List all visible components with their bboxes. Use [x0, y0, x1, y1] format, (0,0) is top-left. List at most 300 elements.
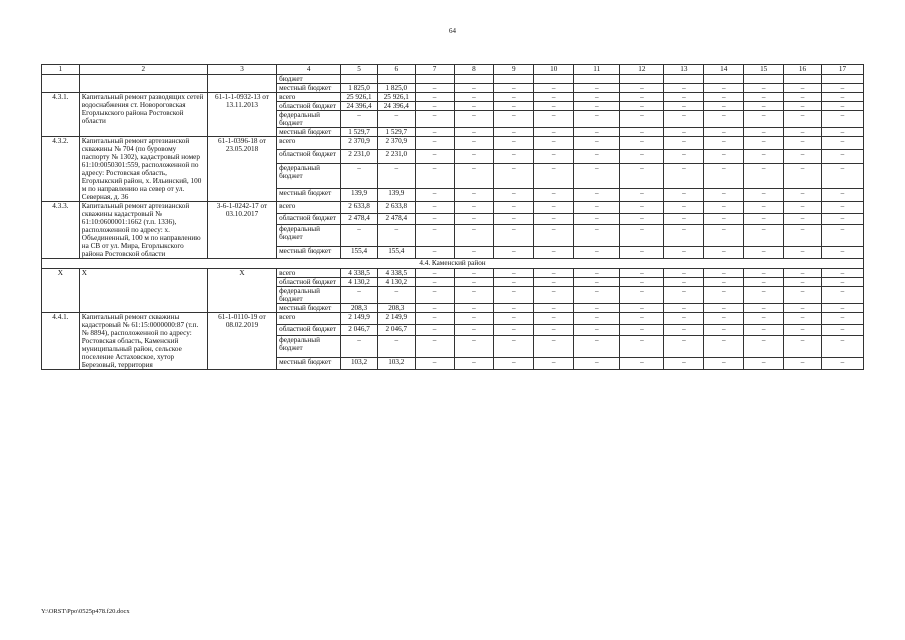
funding-source-cell: всего — [277, 269, 341, 278]
empty-value-cell: – — [534, 278, 574, 287]
document-cell: 3-6-1-0242-17 от 03.10.2017 — [207, 202, 276, 259]
empty-value-cell: – — [821, 278, 863, 287]
empty-value-cell: – — [664, 278, 704, 287]
empty-value-cell: – — [415, 225, 454, 247]
empty-value-cell: – — [454, 278, 494, 287]
value-cell: 4 130,2 — [341, 278, 378, 287]
empty-value-cell: – — [784, 93, 822, 102]
funding-source-cell: всего — [277, 313, 341, 325]
value-cell: 2 231,0 — [341, 150, 378, 163]
funding-source-cell: областной бюджет — [277, 278, 341, 287]
empty-value-cell: – — [574, 358, 620, 370]
empty-value-cell: – — [454, 313, 494, 325]
empty-value-cell: – — [415, 111, 454, 128]
empty-value-cell: – — [574, 336, 620, 358]
empty-value-cell: – — [494, 336, 534, 358]
empty-value-cell: – — [821, 304, 863, 313]
empty-value-cell: – — [704, 278, 744, 287]
empty-value-cell: – — [821, 213, 863, 225]
item-number-cell: 4.3.1. — [42, 93, 80, 137]
empty-value-cell: – — [664, 304, 704, 313]
empty-value-cell: – — [704, 324, 744, 336]
empty-value-cell: – — [704, 313, 744, 325]
empty-value-cell: – — [664, 287, 704, 304]
empty-value-cell: – — [620, 150, 664, 163]
col-header: 2 — [79, 65, 207, 75]
empty-value-cell: – — [494, 358, 534, 370]
empty-value-cell: – — [744, 102, 784, 111]
value-cell — [377, 75, 415, 84]
empty-value-cell: – — [664, 269, 704, 278]
empty-value-cell: – — [454, 287, 494, 304]
empty-value-cell: – — [704, 150, 744, 163]
empty-value-cell: – — [704, 93, 744, 102]
empty-value-cell: – — [534, 313, 574, 325]
empty-value-cell: – — [821, 358, 863, 370]
value-cell: 24 396,4 — [377, 102, 415, 111]
empty-value-cell: – — [664, 137, 704, 150]
funding-source-cell: областной бюджет — [277, 150, 341, 163]
empty-value-cell: – — [415, 324, 454, 336]
empty-value-cell: – — [454, 102, 494, 111]
empty-value-cell: – — [415, 213, 454, 225]
empty-value-cell: – — [574, 213, 620, 225]
value-cell: – — [377, 163, 415, 188]
empty-value-cell: – — [415, 93, 454, 102]
col-header: 3 — [207, 65, 276, 75]
section-title-cell: 4.4. Каменский район — [42, 259, 864, 269]
empty-value-cell: – — [415, 188, 454, 201]
empty-value-cell: – — [821, 287, 863, 304]
empty-value-cell: – — [415, 336, 454, 358]
item-number-cell: 4.3.3. — [42, 202, 80, 259]
col-header: 6 — [377, 65, 415, 75]
empty-value-cell: – — [534, 84, 574, 93]
empty-value-cell: – — [744, 150, 784, 163]
empty-value-cell: – — [494, 225, 534, 247]
empty-value-cell: – — [494, 287, 534, 304]
empty-value-cell: – — [574, 324, 620, 336]
empty-value-cell: – — [821, 111, 863, 128]
empty-value-cell: – — [454, 213, 494, 225]
empty-value-cell: – — [664, 188, 704, 201]
empty-value-cell: – — [534, 137, 574, 150]
document-cell — [207, 75, 276, 93]
empty-value-cell: – — [494, 188, 534, 201]
empty-value-cell — [534, 75, 574, 84]
empty-value-cell: – — [494, 93, 534, 102]
empty-value-cell: – — [620, 278, 664, 287]
empty-value-cell: – — [574, 188, 620, 201]
empty-value-cell: – — [784, 111, 822, 128]
empty-value-cell: – — [534, 150, 574, 163]
empty-value-cell: – — [534, 102, 574, 111]
empty-value-cell: – — [784, 84, 822, 93]
funding-source-cell: местный бюджет — [277, 188, 341, 201]
col-header: 7 — [415, 65, 454, 75]
empty-value-cell: – — [784, 137, 822, 150]
document-cell: 61-1-1-0932-13 от 13.11.2013 — [207, 93, 276, 137]
table-row — [42, 202, 864, 214]
col-header: 15 — [744, 65, 784, 75]
value-cell: 155,4 — [341, 247, 378, 259]
empty-value-cell: – — [620, 313, 664, 325]
empty-value-cell — [784, 75, 822, 84]
empty-value-cell: – — [664, 247, 704, 259]
empty-value-cell: – — [664, 102, 704, 111]
col-header: 9 — [494, 65, 534, 75]
empty-value-cell: – — [784, 358, 822, 370]
col-header: 4 — [277, 65, 341, 75]
value-cell: 1 529,7 — [377, 128, 415, 137]
value-cell: – — [341, 225, 378, 247]
empty-value-cell: – — [744, 225, 784, 247]
empty-value-cell: – — [704, 102, 744, 111]
empty-value-cell: – — [704, 137, 744, 150]
empty-value-cell: – — [534, 324, 574, 336]
item-name-cell: Капитальный ремонт разводящих сетей водоснабжения ст. Новороговская Егорлыкского района Ростовской области — [79, 93, 207, 137]
empty-value-cell: – — [415, 150, 454, 163]
empty-value-cell — [664, 75, 704, 84]
empty-value-cell: – — [454, 150, 494, 163]
col-header: 1 — [42, 65, 80, 75]
document-cell: Х — [207, 269, 276, 313]
empty-value-cell — [574, 75, 620, 84]
budget-table — [41, 64, 864, 370]
empty-value-cell: – — [620, 269, 664, 278]
empty-value-cell: – — [494, 269, 534, 278]
empty-value-cell: – — [620, 213, 664, 225]
empty-value-cell: – — [784, 247, 822, 259]
empty-value-cell: – — [494, 278, 534, 287]
empty-value-cell: – — [821, 188, 863, 201]
table-row — [42, 137, 864, 150]
empty-value-cell: – — [574, 202, 620, 214]
empty-value-cell: – — [620, 102, 664, 111]
empty-value-cell: – — [704, 84, 744, 93]
empty-value-cell: – — [415, 287, 454, 304]
funding-source-cell: местный бюджет — [277, 84, 341, 93]
empty-value-cell: – — [574, 304, 620, 313]
empty-value-cell: – — [821, 225, 863, 247]
item-name-cell: Капитальный ремонт артезианской скважины № 704 (по буровому паспорту № 1302), кадастровый номер 61:10:0050301:559, расположенной по адресу: Ростовская область, Егорлыкский район, х. Ильинский, 100 м по направлению на север от ул. Северная, д. 36 — [79, 137, 207, 202]
empty-value-cell: – — [620, 336, 664, 358]
empty-value-cell: – — [784, 202, 822, 214]
empty-value-cell: – — [494, 202, 534, 214]
funding-source-cell: федеральный бюджет — [277, 225, 341, 247]
value-cell: 2 478,4 — [377, 213, 415, 225]
value-cell: 4 338,5 — [377, 269, 415, 278]
empty-value-cell: – — [664, 358, 704, 370]
item-number-cell — [42, 75, 80, 93]
empty-value-cell: – — [620, 225, 664, 247]
empty-value-cell: – — [784, 225, 822, 247]
value-cell: 1 529,7 — [341, 128, 378, 137]
empty-value-cell: – — [784, 128, 822, 137]
empty-value-cell: – — [744, 163, 784, 188]
empty-value-cell — [620, 75, 664, 84]
empty-value-cell: – — [534, 188, 574, 201]
empty-value-cell: – — [664, 111, 704, 128]
empty-value-cell: – — [534, 128, 574, 137]
col-header: 12 — [620, 65, 664, 75]
empty-value-cell: – — [664, 313, 704, 325]
funding-source-cell: всего — [277, 137, 341, 150]
empty-value-cell: – — [664, 84, 704, 93]
empty-value-cell: – — [821, 324, 863, 336]
empty-value-cell: – — [454, 336, 494, 358]
empty-value-cell: – — [784, 313, 822, 325]
value-cell: – — [341, 336, 378, 358]
empty-value-cell: – — [664, 128, 704, 137]
funding-source-cell: областной бюджет — [277, 102, 341, 111]
empty-value-cell: – — [534, 358, 574, 370]
empty-value-cell: – — [744, 304, 784, 313]
empty-value-cell: – — [574, 102, 620, 111]
empty-value-cell: – — [784, 287, 822, 304]
page-number: 64 — [449, 27, 456, 35]
value-cell: 2 370,9 — [341, 137, 378, 150]
empty-value-cell: – — [784, 213, 822, 225]
item-number-cell: 4.4.1. — [42, 313, 80, 370]
empty-value-cell: – — [704, 213, 744, 225]
col-header: 14 — [704, 65, 744, 75]
empty-value-cell: – — [784, 188, 822, 201]
empty-value-cell: – — [664, 202, 704, 214]
empty-value-cell: – — [534, 111, 574, 128]
value-cell: 208,3 — [341, 304, 378, 313]
col-header: 8 — [454, 65, 494, 75]
empty-value-cell: – — [494, 128, 534, 137]
empty-value-cell: – — [744, 111, 784, 128]
empty-value-cell: – — [704, 128, 744, 137]
empty-value-cell: – — [784, 163, 822, 188]
empty-value-cell: – — [744, 324, 784, 336]
empty-value-cell: – — [620, 247, 664, 259]
header-row — [42, 65, 864, 75]
value-cell: 2 149,9 — [377, 313, 415, 325]
section-row — [42, 259, 864, 269]
empty-value-cell: – — [415, 358, 454, 370]
col-header: 11 — [574, 65, 620, 75]
empty-value-cell: – — [534, 287, 574, 304]
empty-value-cell: – — [574, 313, 620, 325]
empty-value-cell: – — [454, 93, 494, 102]
funding-source-cell: федеральный бюджет — [277, 336, 341, 358]
value-cell: 2 478,4 — [341, 213, 378, 225]
empty-value-cell: – — [620, 304, 664, 313]
table-row — [42, 313, 864, 325]
empty-value-cell: – — [534, 304, 574, 313]
empty-value-cell: – — [534, 269, 574, 278]
empty-value-cell: – — [744, 93, 784, 102]
empty-value-cell: – — [744, 336, 784, 358]
empty-value-cell: – — [821, 247, 863, 259]
empty-value-cell: – — [454, 304, 494, 313]
col-header: 5 — [341, 65, 378, 75]
empty-value-cell: – — [821, 102, 863, 111]
empty-value-cell: – — [494, 313, 534, 325]
value-cell — [341, 75, 378, 84]
empty-value-cell: – — [821, 202, 863, 214]
item-name-cell — [79, 75, 207, 93]
empty-value-cell: – — [620, 287, 664, 304]
empty-value-cell: – — [821, 137, 863, 150]
empty-value-cell: – — [704, 336, 744, 358]
empty-value-cell: – — [415, 128, 454, 137]
funding-source-cell: местный бюджет — [277, 128, 341, 137]
empty-value-cell: – — [704, 111, 744, 128]
value-cell: 155,4 — [377, 247, 415, 259]
empty-value-cell: – — [494, 163, 534, 188]
funding-source-cell: федеральный бюджет — [277, 287, 341, 304]
empty-value-cell: – — [574, 150, 620, 163]
empty-value-cell: – — [744, 247, 784, 259]
empty-value-cell: – — [784, 278, 822, 287]
empty-value-cell: – — [704, 163, 744, 188]
empty-value-cell: – — [415, 137, 454, 150]
value-cell: 2 633,8 — [377, 202, 415, 214]
empty-value-cell: – — [664, 213, 704, 225]
empty-value-cell: – — [494, 84, 534, 93]
empty-value-cell: – — [821, 336, 863, 358]
value-cell: 25 926,1 — [341, 93, 378, 102]
value-cell: – — [341, 287, 378, 304]
value-cell: – — [377, 287, 415, 304]
empty-value-cell: – — [620, 84, 664, 93]
item-number-cell: 4.3.2. — [42, 137, 80, 202]
col-header: 13 — [664, 65, 704, 75]
value-cell: – — [377, 111, 415, 128]
empty-value-cell: – — [574, 287, 620, 304]
value-cell: 103,2 — [377, 358, 415, 370]
funding-source-cell: всего — [277, 93, 341, 102]
empty-value-cell: – — [415, 278, 454, 287]
empty-value-cell: – — [821, 128, 863, 137]
empty-value-cell: – — [415, 84, 454, 93]
value-cell: 139,9 — [341, 188, 378, 201]
col-header: 10 — [534, 65, 574, 75]
empty-value-cell: – — [704, 304, 744, 313]
table-row — [42, 93, 864, 102]
empty-value-cell: – — [415, 313, 454, 325]
empty-value-cell: – — [744, 202, 784, 214]
empty-value-cell: – — [664, 163, 704, 188]
empty-value-cell: – — [454, 324, 494, 336]
empty-value-cell: – — [704, 287, 744, 304]
empty-value-cell: – — [664, 93, 704, 102]
empty-value-cell: – — [415, 247, 454, 259]
empty-value-cell: – — [415, 163, 454, 188]
empty-value-cell: – — [664, 324, 704, 336]
empty-value-cell: – — [454, 225, 494, 247]
file-path-footer: Y:\ORST\Ppo\0525p478.f20.docx — [41, 608, 130, 615]
value-cell: – — [341, 163, 378, 188]
empty-value-cell: – — [454, 358, 494, 370]
value-cell: 1 825,0 — [341, 84, 378, 93]
table-body — [42, 75, 864, 370]
empty-value-cell: – — [821, 84, 863, 93]
funding-source-cell: федеральный бюджет — [277, 163, 341, 188]
empty-value-cell: – — [454, 128, 494, 137]
empty-value-cell: – — [744, 287, 784, 304]
empty-value-cell: – — [494, 304, 534, 313]
empty-value-cell: – — [534, 213, 574, 225]
empty-value-cell: – — [744, 313, 784, 325]
empty-value-cell: – — [664, 150, 704, 163]
empty-value-cell: – — [494, 324, 534, 336]
empty-value-cell: – — [454, 84, 494, 93]
value-cell: 2 370,9 — [377, 137, 415, 150]
value-cell: 1 825,0 — [377, 84, 415, 93]
empty-value-cell: – — [454, 247, 494, 259]
funding-source-cell: федеральный бюджет — [277, 111, 341, 128]
empty-value-cell: – — [494, 137, 534, 150]
empty-value-cell: – — [574, 93, 620, 102]
empty-value-cell: – — [704, 358, 744, 370]
empty-value-cell: – — [574, 278, 620, 287]
empty-value-cell — [454, 75, 494, 84]
empty-value-cell: – — [574, 111, 620, 128]
empty-value-cell: – — [454, 137, 494, 150]
empty-value-cell: – — [494, 111, 534, 128]
table-row — [42, 75, 864, 84]
empty-value-cell — [821, 75, 863, 84]
empty-value-cell: – — [821, 313, 863, 325]
value-cell: 2 046,7 — [377, 324, 415, 336]
empty-value-cell: – — [620, 128, 664, 137]
item-name-cell: Капитальный ремонт артезианской скважины кадастровый № 61:10:0600001:1662 (т.п. 1336), расположенной по адресу: х. Объединенный, 100 м по направлению на СВ от ул. Мира, Егорлыкского района Ростовской области — [79, 202, 207, 259]
value-cell: 4 130,2 — [377, 278, 415, 287]
empty-value-cell: – — [784, 102, 822, 111]
value-cell: 2 633,8 — [341, 202, 378, 214]
empty-value-cell: – — [494, 213, 534, 225]
empty-value-cell: – — [620, 324, 664, 336]
empty-value-cell: – — [620, 163, 664, 188]
empty-value-cell: – — [620, 93, 664, 102]
value-cell: 208,3 — [377, 304, 415, 313]
value-cell: 25 926,1 — [377, 93, 415, 102]
empty-value-cell: – — [664, 225, 704, 247]
empty-value-cell: – — [744, 278, 784, 287]
empty-value-cell: – — [574, 247, 620, 259]
empty-value-cell: – — [784, 324, 822, 336]
empty-value-cell: – — [574, 137, 620, 150]
empty-value-cell: – — [744, 358, 784, 370]
empty-value-cell: – — [574, 163, 620, 188]
document-cell: 61-1-0396-18 от 23.05.2018 — [207, 137, 276, 202]
empty-value-cell: – — [744, 84, 784, 93]
value-cell: 139,9 — [377, 188, 415, 201]
empty-value-cell — [494, 75, 534, 84]
value-cell: 2 149,9 — [341, 313, 378, 325]
value-cell: – — [377, 336, 415, 358]
empty-value-cell: – — [784, 150, 822, 163]
empty-value-cell: – — [415, 202, 454, 214]
empty-value-cell: – — [454, 111, 494, 128]
empty-value-cell: – — [821, 150, 863, 163]
empty-value-cell: – — [574, 269, 620, 278]
empty-value-cell: – — [704, 202, 744, 214]
table-row — [42, 269, 864, 278]
empty-value-cell: – — [574, 225, 620, 247]
col-header: 16 — [784, 65, 822, 75]
empty-value-cell: – — [704, 188, 744, 201]
empty-value-cell: – — [704, 247, 744, 259]
empty-value-cell: – — [620, 188, 664, 201]
value-cell: 103,2 — [341, 358, 378, 370]
value-cell: 4 338,5 — [341, 269, 378, 278]
